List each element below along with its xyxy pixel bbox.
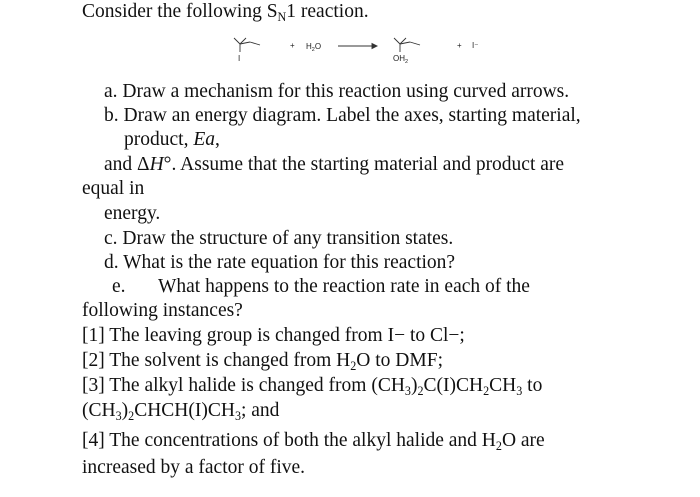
product-group-label: $OH_2$ — [393, 54, 409, 65]
item-4 — [82, 429, 545, 453]
item-2-sub: 2 — [350, 358, 357, 373]
part-b-line5 — [104, 202, 160, 226]
part-a-text: a. Draw a mechanism for this reaction using curved arrows. — [104, 81, 570, 102]
intro-prefix: Consider the following S — [82, 1, 278, 22]
part-e-label: e. — [112, 276, 126, 297]
item-3-sub-3: 2 — [483, 383, 490, 398]
reactant-leaving-label: I — [238, 54, 241, 63]
item-3-l2-text-a: (CH — [82, 400, 116, 421]
part-b-text-4: equal in — [82, 178, 145, 199]
item-1 — [82, 324, 465, 348]
part-b-text-3a: and Δ — [104, 154, 150, 175]
ea-symbol: Ea — [193, 129, 215, 150]
item-3-text-c: C(I)CH — [423, 375, 484, 396]
plus-sign-2: + — [457, 41, 462, 50]
intro-line — [82, 0, 369, 24]
intro-suffix: 1 reaction. — [286, 1, 369, 22]
item-3-line2 — [82, 399, 279, 423]
part-a — [104, 80, 569, 104]
item-2-text-b: O to DMF; — [356, 350, 443, 371]
item-2-text-a: [2] The solvent is changed from H — [82, 350, 351, 371]
part-e-line2 — [82, 299, 243, 323]
item-4-text-b: O are — [501, 430, 545, 451]
item-3-text-e: to — [522, 375, 543, 396]
part-b-text-3b: °. Assume that the starting material and product are — [163, 154, 565, 175]
item-4-text-2: increased by a factor of five. — [82, 457, 306, 478]
part-d — [104, 251, 455, 275]
item-4-line2 — [82, 456, 305, 480]
part-b-comma: , — [215, 129, 220, 150]
water-label: $H_2O$ — [306, 42, 322, 53]
item-3-sub-1: 3 — [404, 383, 411, 398]
item-3 — [82, 374, 542, 398]
item-3-l2-text-c: CHCH(I)CH — [134, 400, 235, 421]
item-3-sub-2: 2 — [417, 383, 424, 398]
part-b-line1 — [104, 104, 581, 128]
item-3-l2-text-d: ; and — [240, 400, 280, 421]
intro-subscript: N — [277, 9, 287, 24]
item-3-l2-text-b: ) — [121, 400, 129, 421]
part-e — [112, 275, 530, 299]
part-b-text-1: b. Draw an energy diagram. Label the axes, starting material, — [104, 105, 581, 126]
reactant-structure — [234, 38, 260, 52]
item-3-l2-sub-2: 2 — [128, 408, 135, 423]
part-e-text: What happens to the reaction rate in each of the — [158, 276, 530, 297]
item-3-text-b: ) — [410, 375, 418, 396]
enthalpy-symbol: H — [149, 154, 164, 175]
part-b-line3 — [104, 153, 564, 177]
item-2 — [82, 349, 443, 373]
part-b-line4 — [82, 177, 144, 201]
reaction-arrow — [338, 44, 377, 49]
part-d-text: d. What is the rate equation for this reaction? — [104, 252, 456, 273]
part-b-line2 — [124, 128, 220, 152]
item-3-text-a: [3] The alkyl halide is changed from (CH — [82, 375, 405, 396]
part-c — [104, 227, 453, 251]
part-b-text-2: product, — [124, 129, 194, 150]
item-3-sub-4: 3 — [516, 383, 523, 398]
item-1-text: [1] The leaving group is changed from I− to Cl−; — [82, 325, 465, 346]
product-structure — [394, 38, 420, 52]
part-c-text: c. Draw the structure of any transition states. — [104, 228, 454, 249]
item-4-text-a: [4] The concentrations of both the alkyl halide and H — [82, 430, 496, 451]
reaction-scheme — [226, 30, 506, 66]
item-3-l2-sub-1: 3 — [115, 408, 122, 423]
iodide-label: I⁻ — [472, 41, 479, 50]
plus-sign: + — [290, 41, 295, 50]
part-e-text-2: following instances? — [82, 300, 243, 321]
item-4-sub: 2 — [495, 438, 502, 453]
item-3-text-d: CH — [489, 375, 517, 396]
part-b-text-5: energy. — [104, 203, 161, 224]
item-3-l2-sub-3: 3 — [234, 408, 241, 423]
